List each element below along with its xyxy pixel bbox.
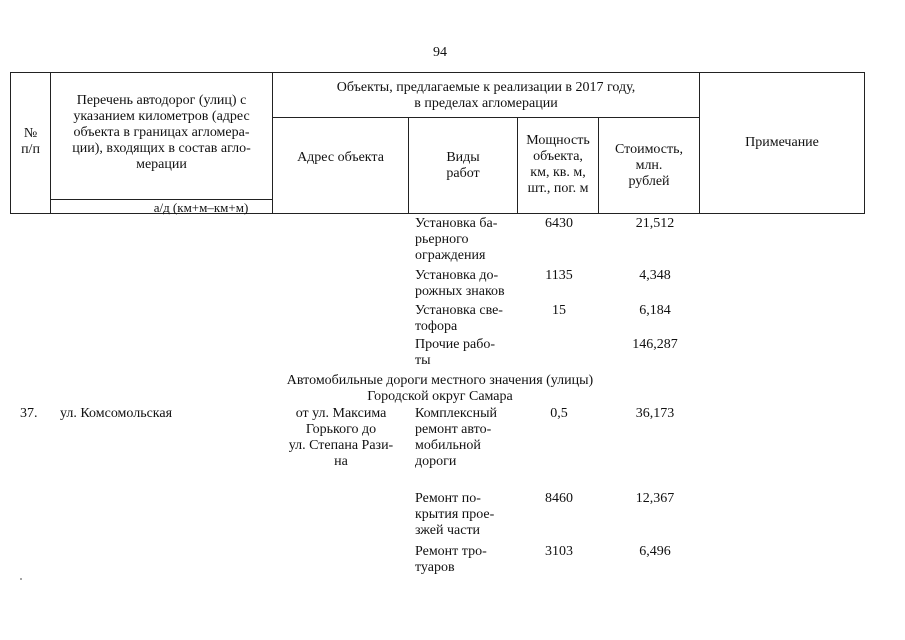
section-subtitle: Городской округ Самара bbox=[367, 389, 513, 404]
work-type: Установка до- рожных знаков bbox=[415, 268, 505, 299]
capacity-value: 3103 bbox=[545, 544, 573, 559]
cost-value: 146,287 bbox=[632, 337, 678, 352]
work-type: Установка ба- рьерного ограждения bbox=[415, 216, 498, 263]
cost-value: 36,173 bbox=[635, 406, 675, 421]
capacity-value: 6430 bbox=[545, 216, 573, 231]
page-number: 94 bbox=[433, 45, 447, 60]
row-number: 37. bbox=[20, 406, 38, 421]
work-type: Ремонт тро- туаров bbox=[415, 544, 487, 575]
header-roads-sub: а/д (км+м–км+м) bbox=[153, 200, 249, 215]
header-num: № п/п bbox=[21, 126, 40, 157]
header-works: Виды работ bbox=[446, 150, 480, 181]
cost-value: 21,512 bbox=[635, 216, 675, 231]
capacity-value: 8460 bbox=[545, 491, 573, 506]
work-type: Ремонт по- крытия прое- зжей части bbox=[415, 491, 495, 538]
cost-value: 4,348 bbox=[639, 268, 671, 283]
capacity-value: 1135 bbox=[545, 268, 573, 283]
road-name: ул. Комсомольская bbox=[60, 406, 173, 421]
cost-value: 6,184 bbox=[639, 303, 671, 318]
header-capacity: Мощность объекта, км, кв. м, шт., пог. м bbox=[526, 133, 590, 196]
object-address: от ул. Максима Горького до ул. Степана Рази- на bbox=[288, 406, 394, 469]
work-type: Установка све- тофора bbox=[415, 303, 503, 334]
header-address: Адрес объекта bbox=[297, 150, 384, 165]
header-roads: Перечень автодорог (улиц) с указанием километров (адрес объекта в границах агломера- ции), входящих в состав агло- мерации bbox=[72, 93, 251, 172]
header-cost: Стоимость, млн. рублей bbox=[614, 142, 683, 189]
work-type: Комплексный ремонт авто- мобильной дороги bbox=[415, 406, 497, 469]
section-title: Автомобильные дороги местного значения (улицы) bbox=[286, 373, 594, 388]
header-note: Примечание bbox=[745, 135, 819, 150]
work-type: Прочие рабо- ты bbox=[415, 337, 495, 368]
cost-value: 12,367 bbox=[635, 491, 675, 506]
capacity-value: 0,5 bbox=[550, 406, 568, 421]
scan-speck bbox=[20, 578, 22, 580]
header-objects-group: Объекты, предлагаемые к реализации в 2017 году, в пределах агломерации bbox=[336, 80, 636, 111]
cost-value: 6,496 bbox=[639, 544, 671, 559]
capacity-value: 15 bbox=[552, 303, 566, 318]
